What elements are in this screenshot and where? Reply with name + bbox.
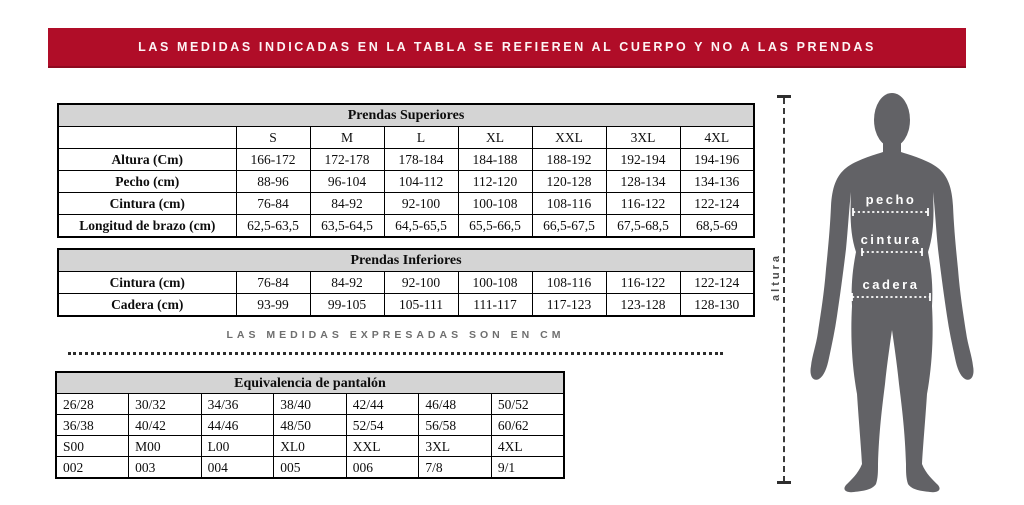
value-cell: 88-96 [236,171,310,193]
equivalence-cell: 006 [346,457,419,479]
value-cell: 64,5-65,5 [384,215,458,238]
value-cell: 84-92 [310,272,384,294]
equivalence-cell: 002 [56,457,129,479]
body-silhouette [790,84,1000,505]
warning-banner [48,28,966,68]
silhouette-shape [810,93,973,492]
equivalence-cell: 44/46 [201,415,274,436]
equivalence-cell: 3XL [419,436,492,457]
value-cell: 178-184 [384,149,458,171]
value-cell: 184-188 [458,149,532,171]
equivalence-cell: 60/62 [491,415,564,436]
value-cell: 62,5-63,5 [236,215,310,238]
equivalencia-pantalon-table [55,371,565,479]
value-cell: 66,5-67,5 [532,215,606,238]
value-cell: 92-100 [384,272,458,294]
equivalence-cell: 52/54 [346,415,419,436]
equivalence-cell: 38/40 [274,394,347,415]
warning-banner-text: LAS MEDIDAS INDICADAS EN LA TABLA SE REFIEREN AL CUERPO Y NO A LAS PRENDAS [138,40,876,54]
value-cell: 92-100 [384,193,458,215]
value-cell: 117-123 [532,294,606,317]
table-title: Prendas Superiores [58,104,754,127]
table-row [58,215,754,238]
equivalence-cell: 46/48 [419,394,492,415]
equivalence-cell: S00 [56,436,129,457]
value-cell: 122-124 [680,272,754,294]
equivalence-cell: 7/8 [419,457,492,479]
dotted-divider [68,352,723,355]
value-cell: 166-172 [236,149,310,171]
size-header-cell: XXL [532,127,606,149]
table-row [58,193,754,215]
value-cell: 104-112 [384,171,458,193]
chest-label: pecho [865,192,917,207]
value-cell: 63,5-64,5 [310,215,384,238]
equivalence-cell: 56/58 [419,415,492,436]
table-row [58,149,754,171]
table-row [58,272,754,294]
value-cell: 108-116 [532,272,606,294]
equivalence-cell: 9/1 [491,457,564,479]
value-cell: 100-108 [458,272,532,294]
value-cell: 112-120 [458,171,532,193]
value-cell: 134-136 [680,171,754,193]
size-header-cell: 3XL [606,127,680,149]
equivalence-cell: 36/38 [56,415,129,436]
value-cell: 76-84 [236,272,310,294]
waist-label: cintura [860,232,922,247]
value-cell: 111-117 [458,294,532,317]
value-cell: 93-99 [236,294,310,317]
table-title: Equivalencia de pantalón [56,372,564,394]
equivalence-cell: 26/28 [56,394,129,415]
units-note: LAS MEDIDAS EXPRESADAS SON EN CM [226,329,565,341]
size-header-cell: XL [458,127,532,149]
value-cell: 120-128 [532,171,606,193]
row-label-cell: Cadera (cm) [58,294,236,317]
row-label-cell: Cintura (cm) [58,193,236,215]
row-label-cell: Longitud de brazo (cm) [58,215,236,238]
value-cell: 123-128 [606,294,680,317]
value-cell: 67,5-68,5 [606,215,680,238]
size-header-cell: S [236,127,310,149]
equivalence-cell: L00 [201,436,274,457]
value-cell: 128-130 [680,294,754,317]
size-header-cell: M [310,127,384,149]
value-cell: 108-116 [532,193,606,215]
row-label-cell: Pecho (cm) [58,171,236,193]
value-cell: 65,5-66,5 [458,215,532,238]
value-cell: 122-124 [680,193,754,215]
table-title-row [58,249,754,272]
size-header-cell: L [384,127,458,149]
value-cell: 68,5-69 [680,215,754,238]
prendas-inferiores-table [57,248,755,317]
table-title-row [58,104,754,127]
equivalence-cell: M00 [129,436,202,457]
value-cell: 188-192 [532,149,606,171]
table-row [56,394,564,415]
table-row [58,171,754,193]
altura-label: altura [770,253,782,301]
value-cell: 100-108 [458,193,532,215]
value-cell: 84-92 [310,193,384,215]
value-cell: 116-122 [606,193,680,215]
row-label-cell: Cintura (cm) [58,272,236,294]
row-label-cell: Altura (Cm) [58,149,236,171]
value-cell: 99-105 [310,294,384,317]
equivalence-cell: 40/42 [129,415,202,436]
value-cell: 116-122 [606,272,680,294]
table-row [58,294,754,317]
value-cell: 96-104 [310,171,384,193]
equivalence-cell: 42/44 [346,394,419,415]
size-header-row [58,127,754,149]
equivalence-cell: 004 [201,457,274,479]
hip-label: cadera [862,277,920,292]
size-header-cell: 4XL [680,127,754,149]
equivalence-cell: 50/52 [491,394,564,415]
value-cell: 172-178 [310,149,384,171]
value-cell: 105-111 [384,294,458,317]
table-row [56,457,564,479]
equivalence-cell: XL0 [274,436,347,457]
value-cell: 76-84 [236,193,310,215]
value-cell: 128-134 [606,171,680,193]
equivalence-cell: 34/36 [201,394,274,415]
value-cell: 192-194 [606,149,680,171]
table-title-row [56,372,564,394]
empty-corner-cell [58,127,236,149]
table-row [56,415,564,436]
altura-dashed-line [783,98,785,482]
equivalence-cell: 30/32 [129,394,202,415]
equivalence-cell: 4XL [491,436,564,457]
equivalence-cell: 005 [274,457,347,479]
prendas-superiores-table [57,103,755,238]
equivalence-cell: XXL [346,436,419,457]
table-row [56,436,564,457]
table-title: Prendas Inferiores [58,249,754,272]
value-cell: 194-196 [680,149,754,171]
equivalence-cell: 48/50 [274,415,347,436]
equivalence-cell: 003 [129,457,202,479]
altura-line-bottom-cap [777,481,791,484]
